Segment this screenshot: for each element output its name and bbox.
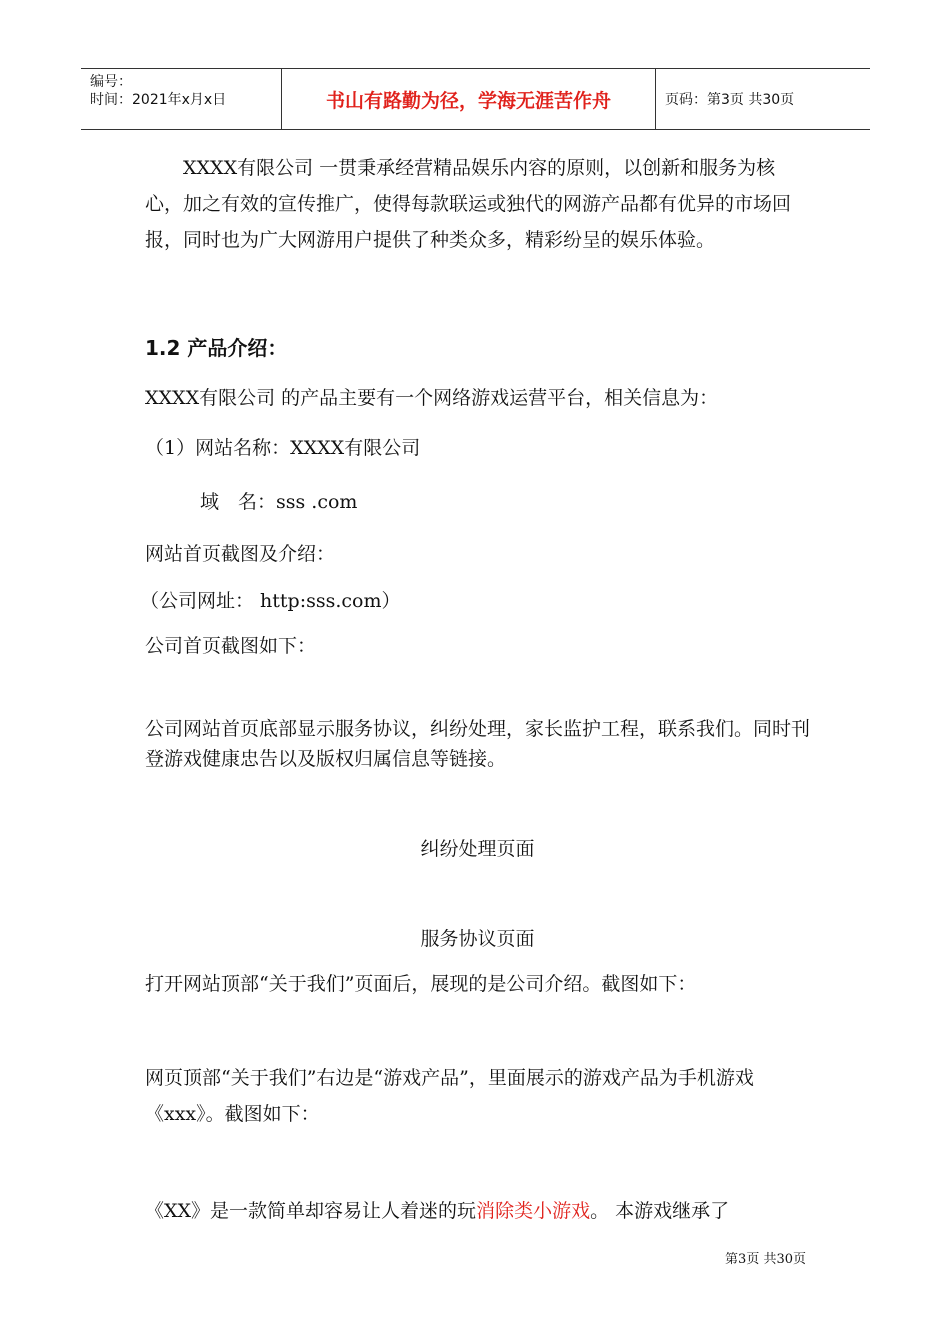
site-name-line: （1）网站名称：XXXX有限公司 <box>145 437 421 459</box>
time-label: 时间：2021年x月x日 <box>90 92 227 108</box>
domain-line: 域 名：sss .com <box>200 491 358 513</box>
number-label: 编号： <box>90 74 132 90</box>
last-line-end: 。 本游戏继承了 <box>590 1200 730 1222</box>
game-products-paragraph: 网页顶部“关于我们”右边是“游戏产品”，里面展示的游戏产品为手机游戏《xxx》。截图如下： <box>145 1067 754 1125</box>
footer-page-number: 第3页 共30页 <box>725 1252 806 1267</box>
highlight-text: 消除类小游戏 <box>476 1200 591 1222</box>
last-line <box>145 1193 810 1229</box>
company-url: （公司网址： http:sss.com） <box>140 590 401 612</box>
header-motto: 书山有路勤为径，学海无涯苦作舟 <box>281 69 656 129</box>
about-us-line: 打开网站顶部“关于我们”页面后，展现的是公司介绍。截图如下： <box>145 973 697 995</box>
homepage-caption: 公司首页截图如下： <box>145 635 317 657</box>
dispute-page-title: 纠纷处理页面 <box>420 838 535 860</box>
intro-paragraph: XXXX有限公司 一贯秉承经营精品娱乐内容的原则，以创新和服务为核心，加之有效的宣传推广，使得每款联运或独代的网游产品都有优异的市场回报，同时也为广大网游用户提供了种类众多，精彩纷呈的娱乐体验。 <box>145 157 792 251</box>
last-line-start: 《XX》是一款简单却容易让人着迷的玩 <box>145 1200 477 1222</box>
screenshot-intro: 网站首页截图及介绍： <box>145 543 336 565</box>
products-line: XXXX有限公司 的产品主要有一个网络游戏运营平台，相关信息为： <box>145 387 719 409</box>
header-meta <box>81 69 281 129</box>
footer-paragraph: 公司网站首页底部显示服务协议，纠纷处理，家长监护工程，联系我们。同时刊登游戏健康忠告以及版权归属信息等链接。 <box>145 718 811 770</box>
service-page-title: 服务协议页面 <box>420 928 535 950</box>
section-heading: 1.2 产品介绍： <box>145 336 288 360</box>
page-header <box>81 68 870 130</box>
header-page-info: 页码：第3页 共30页 <box>665 92 795 108</box>
